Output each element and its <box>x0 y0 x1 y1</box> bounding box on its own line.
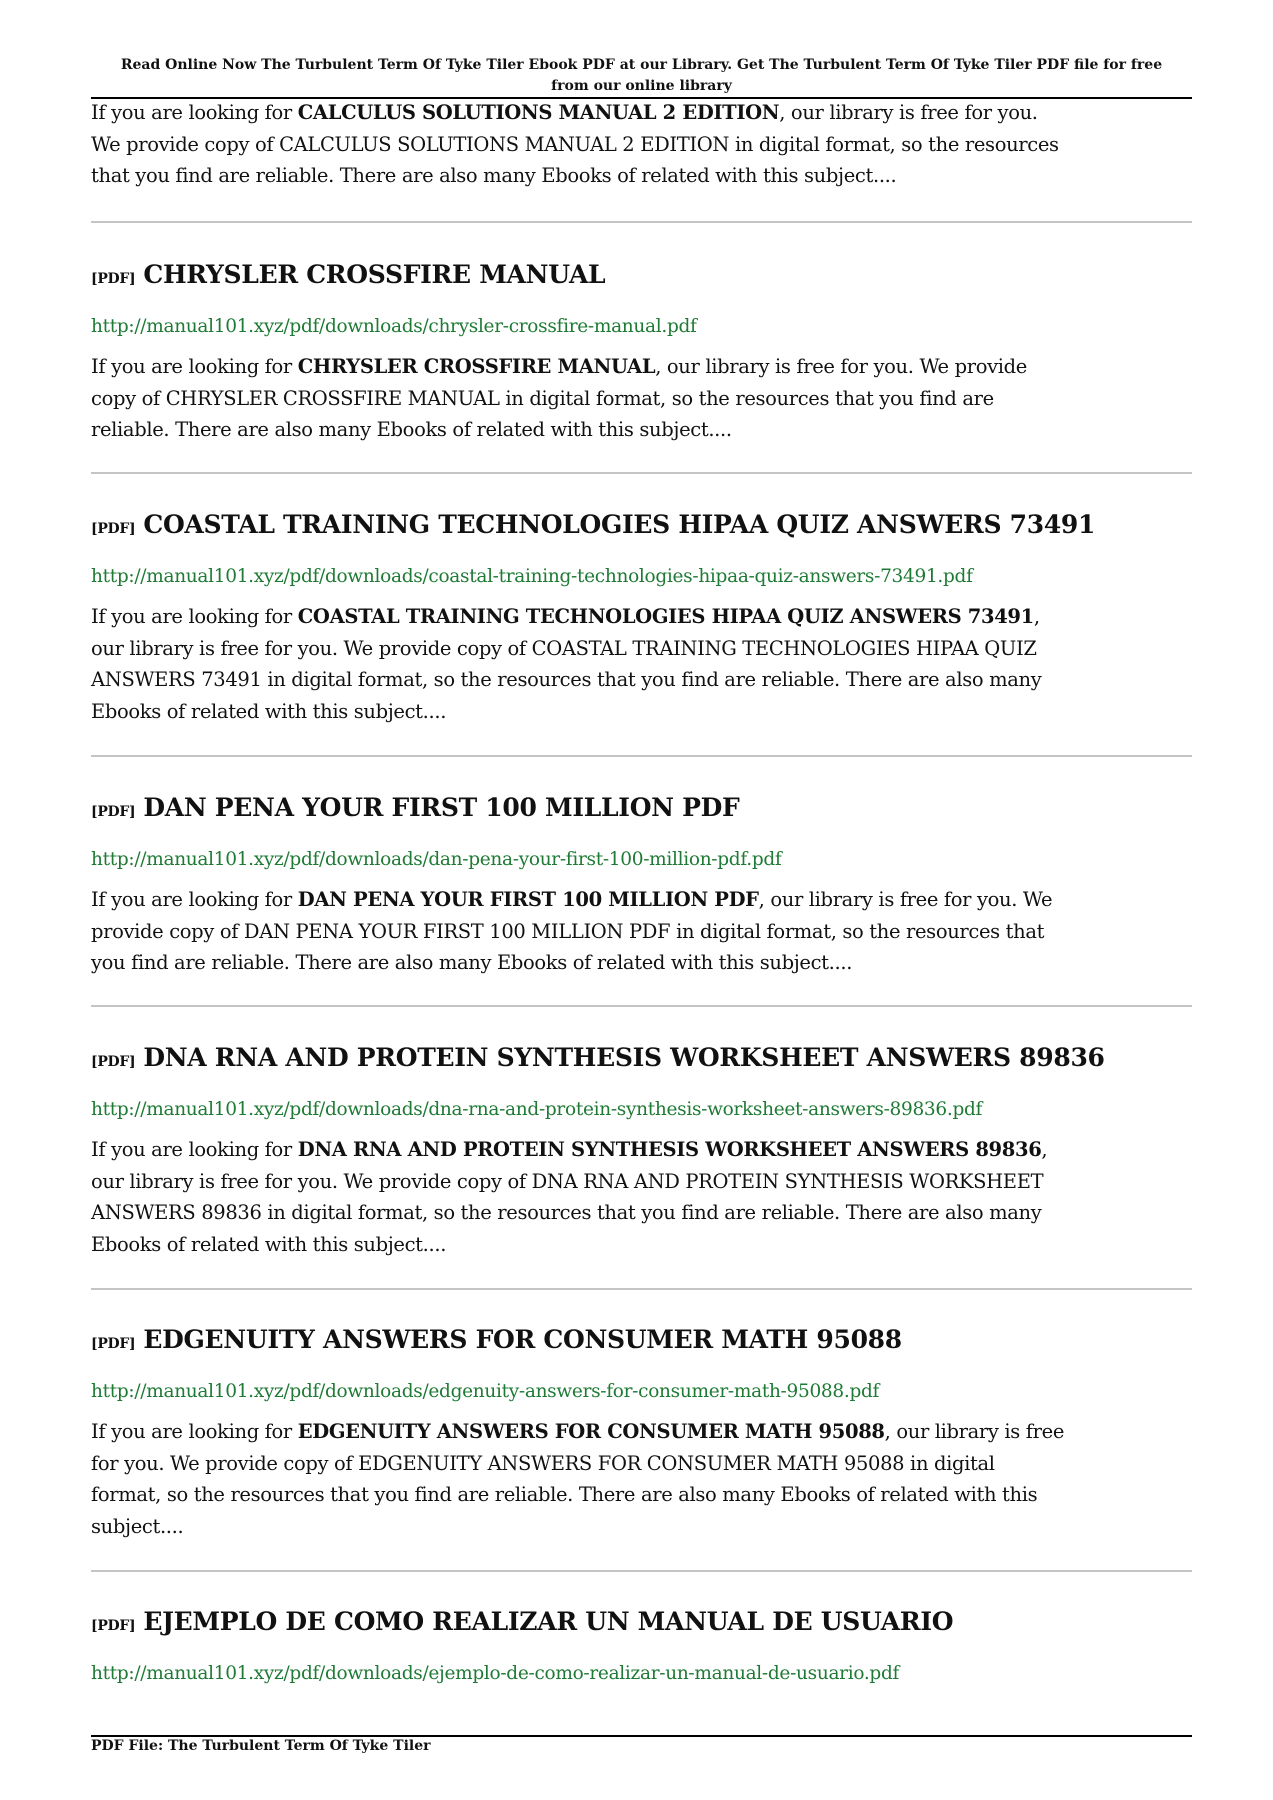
result-section <box>91 258 1192 446</box>
title-text: COASTAL TRAINING TECHNOLOGIES HIPAA QUIZ ANSWERS 73491 <box>143 510 1096 539</box>
bold-title: DNA RNA AND PROTEIN SYNTHESIS WORKSHEET ANSWERS 89836 <box>297 1138 1042 1161</box>
result-paragraph <box>91 884 1192 979</box>
para-line: ANSWERS 73491 in digital format, so the resources that you find are reliable. There are also many <box>91 668 1042 691</box>
text: , our library is free for you. We <box>758 888 1053 911</box>
bold-title: EDGENUITY ANSWERS FOR CONSUMER MATH 95088 <box>297 1420 885 1443</box>
title-text: CHRYSLER CROSSFIRE MANUAL <box>143 260 606 289</box>
title-text: DAN PENA YOUR FIRST 100 MILLION PDF <box>143 793 740 822</box>
para-line: for you. We provide copy of EDGENUITY ANSWERS FOR CONSUMER MATH 95088 in digital <box>91 1451 995 1475</box>
text: If you are looking for <box>91 101 298 124</box>
intro-paragraph <box>91 97 1192 192</box>
pdf-tag: [PDF] <box>91 521 136 537</box>
pdf-tag: [PDF] <box>91 1054 136 1070</box>
bold-title: CHRYSLER CROSSFIRE MANUAL <box>297 355 656 378</box>
text: If you are looking for <box>91 355 298 378</box>
result-title[interactable] <box>91 508 1192 546</box>
text: , <box>1033 605 1040 628</box>
download-link[interactable]: http://manual101.xyz/pdf/downloads/coastal-training-technologies-hipaa-quiz-answers-73491.pdf <box>91 566 973 587</box>
para-line: our library is free for you. We provide copy of COASTAL TRAINING TECHNOLOGIES HIPAA QUIZ <box>91 636 1037 660</box>
header-line-2: from our online library <box>551 78 732 94</box>
result-title[interactable] <box>91 258 1192 296</box>
para-line: Ebooks of related with this subject.... <box>91 1232 447 1256</box>
result-paragraph <box>91 1416 1192 1542</box>
para-line: Ebooks of related with this subject.... <box>91 699 447 723</box>
result-title[interactable] <box>91 791 1192 829</box>
para-line: that you find are reliable. There are also many Ebooks of related with this subject.... <box>91 164 897 187</box>
para-line: subject.... <box>91 1514 184 1538</box>
bold-title: COASTAL TRAINING TECHNOLOGIES HIPAA QUIZ ANSWERS 73491 <box>297 605 1034 628</box>
result-section <box>91 1041 1192 1260</box>
intro-bold-title: CALCULUS SOLUTIONS MANUAL 2 EDITION <box>297 101 780 124</box>
para-line: ANSWERS 89836 in digital format, so the resources that you find are reliable. There are also many <box>91 1201 1042 1224</box>
text: If you are looking for <box>91 605 298 628</box>
text: , our library is free for you. <box>779 101 1038 124</box>
pdf-tag: [PDF] <box>91 1336 136 1352</box>
pdf-tag: [PDF] <box>91 804 136 820</box>
divider <box>91 472 1192 474</box>
result-title[interactable] <box>91 1605 1192 1643</box>
para-line: copy of CHRYSLER CROSSFIRE MANUAL in digital format, so the resources that you find are <box>91 386 994 410</box>
result-paragraph <box>91 1134 1192 1260</box>
para-line: We provide copy of CALCULUS SOLUTIONS MANUAL 2 EDITION in digital format, so the resources <box>91 132 1059 156</box>
para-line: provide copy of DAN PENA YOUR FIRST 100 MILLION PDF in digital format, so the resources that <box>91 919 1045 943</box>
download-link[interactable]: http://manual101.xyz/pdf/downloads/edgenuity-answers-for-consumer-math-95088.pdf <box>91 1381 880 1402</box>
header-line-1: Read Online Now The Turbulent Term Of Tyke Tiler Ebook PDF at our Library. Get The Turbulent Term Of Tyke Tiler PDF file for free <box>120 57 1163 73</box>
footer-text: PDF File: The Turbulent Term Of Tyke Tiler <box>91 1738 431 1754</box>
pdf-tag: [PDF] <box>91 271 136 287</box>
text: , our library is free <box>884 1420 1065 1443</box>
text: , our library is free for you. We provide <box>655 355 1027 378</box>
result-section <box>91 791 1192 979</box>
para-line: you find are reliable. There are also many Ebooks of related with this subject.... <box>91 951 853 974</box>
download-link[interactable]: http://manual101.xyz/pdf/downloads/dna-rna-and-protein-synthesis-worksheet-answers-89836.pdf <box>91 1099 983 1120</box>
title-text: EJEMPLO DE COMO REALIZAR UN MANUAL DE USUARIO <box>143 1607 954 1636</box>
result-section <box>91 1323 1192 1542</box>
download-link[interactable]: http://manual101.xyz/pdf/downloads/ejemplo-de-como-realizar-un-manual-de-usuario.pdf <box>91 1663 900 1684</box>
bold-title: DAN PENA YOUR FIRST 100 MILLION PDF <box>297 888 759 911</box>
download-link[interactable]: http://manual101.xyz/pdf/downloads/chrysler-crossfire-manual.pdf <box>91 316 697 337</box>
footer-rule <box>91 1735 1192 1737</box>
text: , <box>1041 1138 1048 1161</box>
page-header <box>91 55 1192 97</box>
para-line: reliable. There are also many Ebooks of related with this subject.... <box>91 418 732 441</box>
para-line: format, so the resources that you find are reliable. There are also many Ebooks of related with this <box>91 1483 1038 1506</box>
result-title[interactable] <box>91 1323 1192 1361</box>
text: If you are looking for <box>91 888 298 911</box>
result-title[interactable] <box>91 1041 1192 1079</box>
para-line: our library is free for you. We provide copy of DNA RNA AND PROTEIN SYNTHESIS WORKSHEET <box>91 1169 1044 1193</box>
result-section <box>91 1605 1192 1688</box>
text: If you are looking for <box>91 1420 298 1443</box>
pdf-tag: [PDF] <box>91 1618 136 1634</box>
divider <box>91 1570 1192 1572</box>
download-link[interactable]: http://manual101.xyz/pdf/downloads/dan-pena-your-first-100-million-pdf.pdf <box>91 849 782 870</box>
divider <box>91 755 1192 757</box>
title-text: DNA RNA AND PROTEIN SYNTHESIS WORKSHEET ANSWERS 89836 <box>143 1043 1105 1072</box>
result-paragraph <box>91 351 1192 446</box>
text: If you are looking for <box>91 1138 298 1161</box>
result-paragraph <box>91 601 1192 727</box>
result-section <box>91 508 1192 727</box>
divider <box>91 221 1192 223</box>
title-text: EDGENUITY ANSWERS FOR CONSUMER MATH 95088 <box>143 1325 902 1354</box>
divider <box>91 1005 1192 1007</box>
divider <box>91 1288 1192 1290</box>
